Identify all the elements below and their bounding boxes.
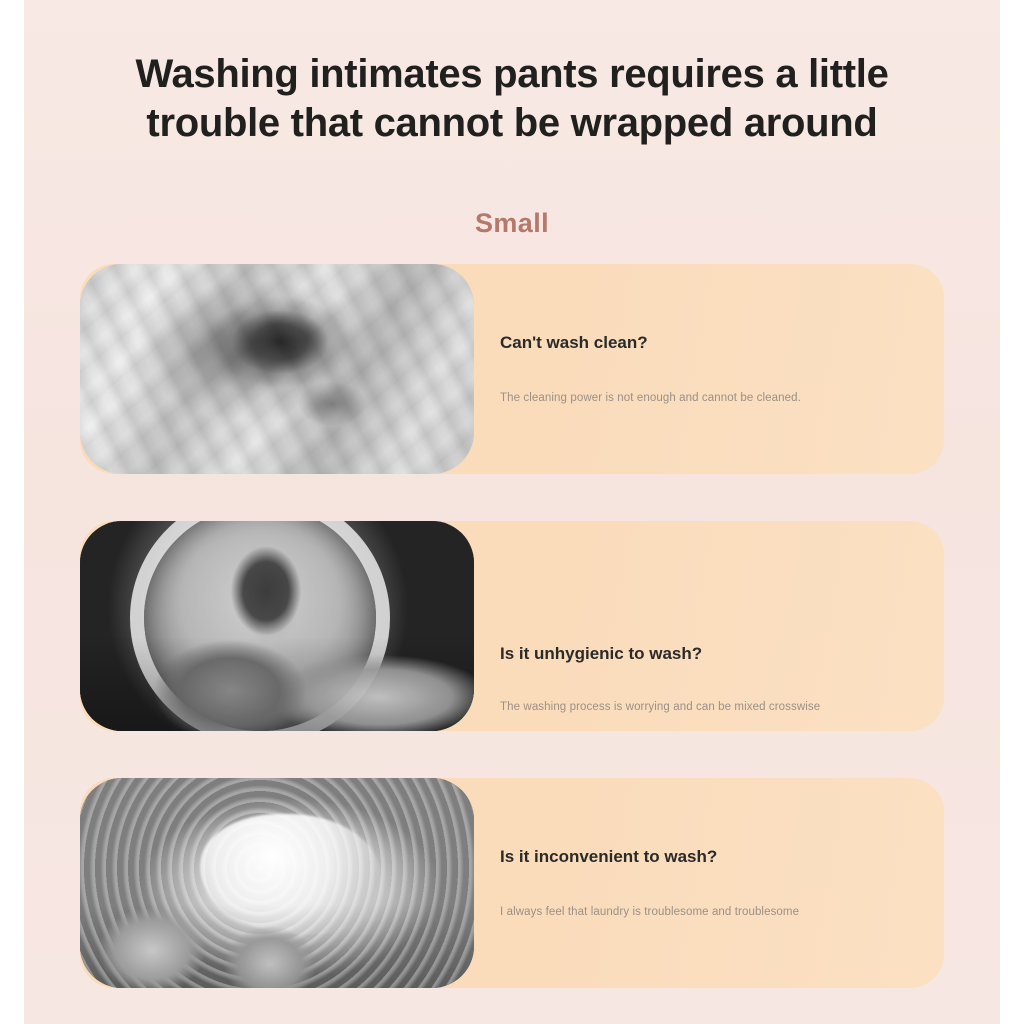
- washing-machine-drum-photo: [80, 521, 474, 731]
- card-text-block: [500, 778, 916, 988]
- card-heading: Is it inconvenient to wash?: [500, 847, 718, 866]
- page-title: [24, 50, 1000, 148]
- problem-card-list: [80, 264, 944, 1024]
- card-text-block: [500, 264, 916, 474]
- page-title-line-2: trouble that cannot be wrapped around: [146, 100, 878, 145]
- card-heading: Can't wash clean?: [500, 333, 648, 352]
- card-body: The washing process is worrying and can be mixed crosswise: [500, 701, 821, 713]
- section-subtitle: Small: [474, 208, 550, 238]
- hand-washing-foam-photo: [80, 778, 474, 988]
- card-heading: Is it unhygienic to wash?: [500, 644, 703, 663]
- problem-card: [80, 521, 944, 731]
- page-title-line-1: Washing intimates pants requires a little: [135, 52, 889, 96]
- stained-fabric-photo: [80, 264, 474, 474]
- problem-card: [80, 264, 944, 474]
- card-text-block: [500, 521, 916, 731]
- card-body: I always feel that laundry is troublesome and troublesome: [500, 906, 800, 918]
- problem-card: [80, 778, 944, 988]
- card-body: The cleaning power is not enough and cannot be cleaned.: [500, 392, 801, 404]
